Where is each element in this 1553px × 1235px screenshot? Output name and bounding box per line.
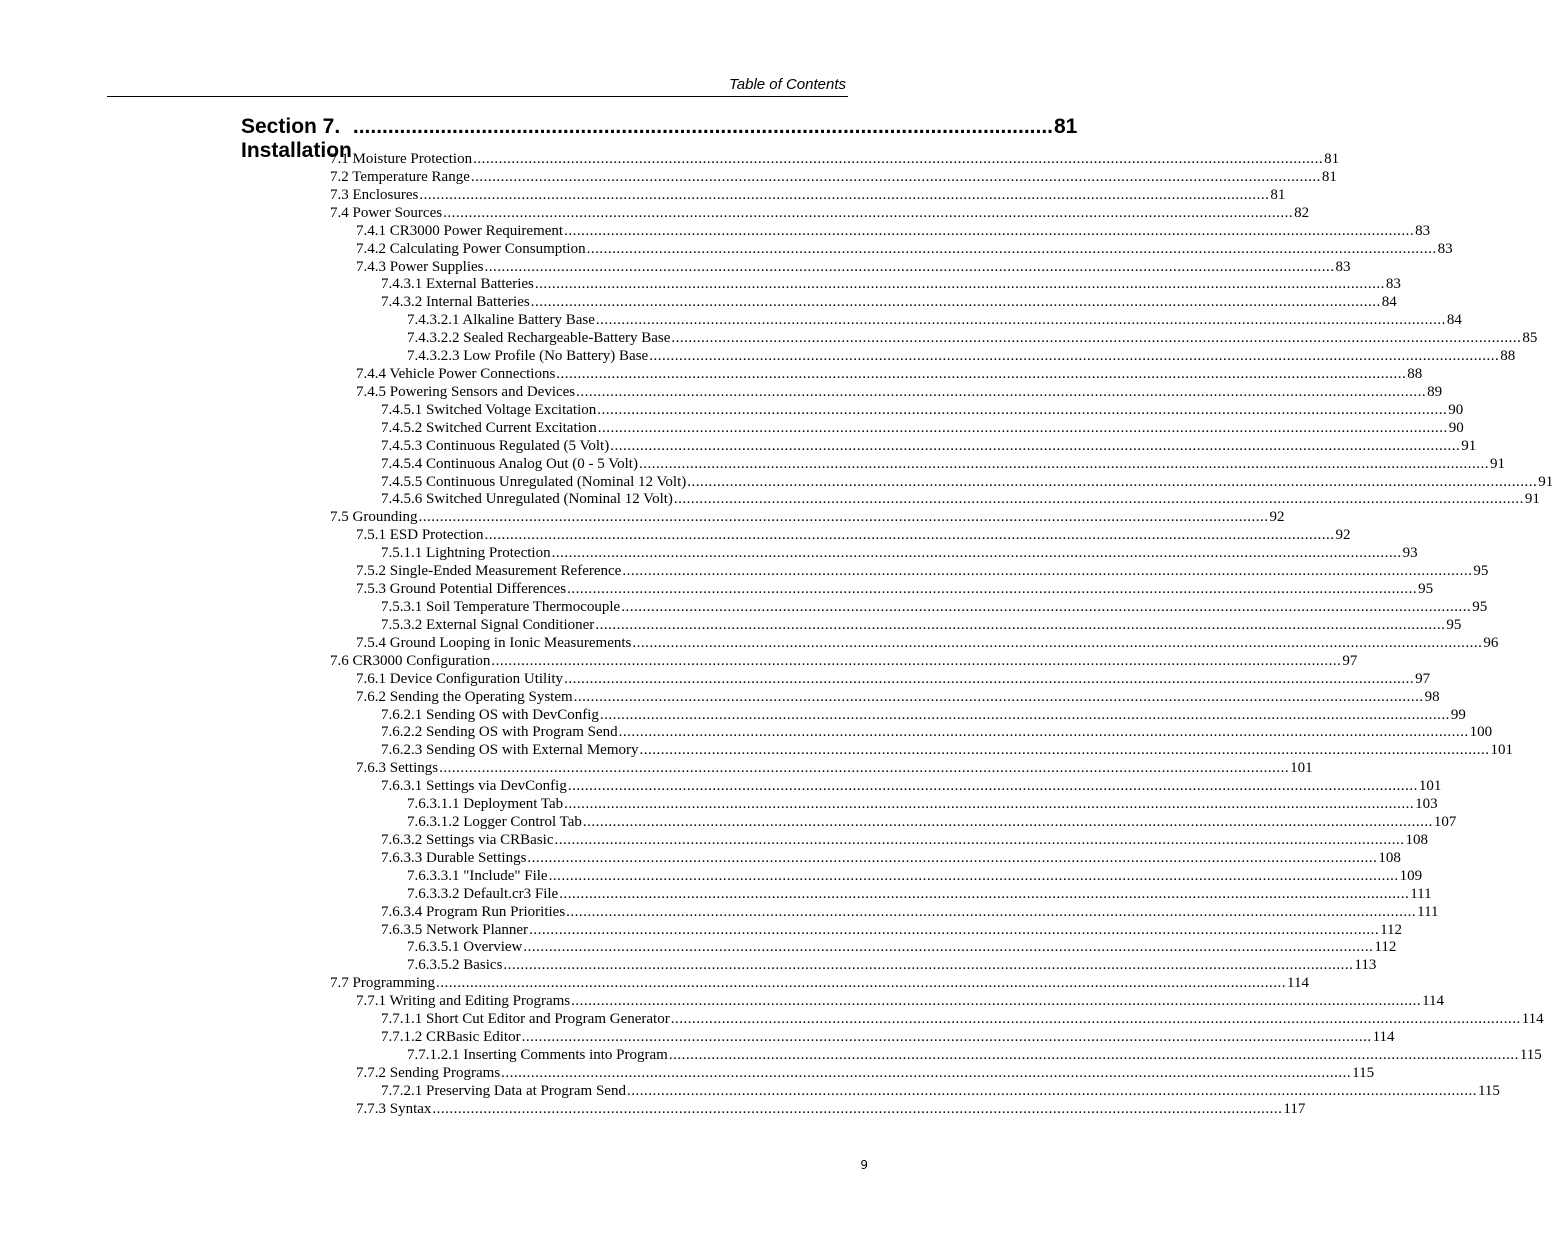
toc-entry-page: 81 — [1324, 151, 1340, 167]
toc-entry-page: 81 — [1270, 186, 1286, 203]
toc-entry-title: 7.5.4 Ground Looping in Ionic Measurements — [356, 634, 632, 651]
toc-entry-page: 83 — [1335, 258, 1351, 275]
toc-entry-title: 7.7.3 Syntax — [356, 1100, 432, 1117]
leader-dots: ........................................................................................................................................................................................................ — [649, 348, 1500, 365]
toc-entry-title: 7.4.3.2.2 Sealed Rechargeable-Battery Base — [407, 330, 671, 347]
toc-entry[interactable] — [381, 544, 1418, 562]
toc-entry-title: 7.4.5.4 Continuous Analog Out (0 - 5 Volt) — [381, 455, 638, 472]
page-number: 9 — [860, 1158, 868, 1172]
toc-entry-page: 95 — [1472, 599, 1488, 615]
toc-entry-page: 114 — [1372, 1029, 1395, 1046]
toc-entry-title: 7.5.1.1 Lightning Protection — [381, 545, 551, 562]
leader-dots: ........................................................................................................................................................................................................ — [599, 706, 1450, 723]
toc-entry[interactable] — [407, 347, 1516, 365]
toc-entry-page: 115 — [1352, 1064, 1375, 1081]
toc-entry-title: 7.6.3.1 Settings via DevConfig — [381, 778, 567, 795]
toc-entry[interactable] — [381, 706, 1466, 724]
toc-entry-page: 99 — [1450, 706, 1466, 723]
leader-dots: ........................................................................................................................................................................................................ — [484, 527, 1335, 544]
toc-entry-title: 7.6.3.3.1 "Include" File — [407, 867, 548, 884]
leader-dots: ........................................................................................................................................................................................................ — [567, 778, 1418, 795]
toc-entry[interactable] — [356, 1064, 1375, 1082]
toc-entry-page: 103 — [1415, 796, 1438, 813]
toc-entry[interactable] — [381, 455, 1505, 473]
leader-dots: ........................................................................................................................................................................................................ — [632, 634, 1483, 651]
toc-entry[interactable] — [330, 150, 1340, 168]
toc-entry-title: 7.6.2.3 Sending OS with External Memory — [381, 742, 639, 759]
toc-entry-page: 91 — [1489, 455, 1505, 472]
toc-entry[interactable] — [407, 938, 1397, 956]
toc-entry-page: 111 — [1410, 885, 1432, 902]
leader-dots: ........................................................................................................................................................................................................ — [618, 724, 1469, 741]
toc-entry[interactable] — [381, 921, 1403, 939]
leader-dots: ........................................................................................................................................................................................................ — [576, 383, 1427, 400]
toc-entry[interactable] — [356, 222, 1431, 240]
toc-entry-page: 90 — [1448, 401, 1464, 418]
toc-entry-page: 93 — [1402, 545, 1418, 562]
leader-dots: ........................................................................................................................................................................................................ — [597, 419, 1448, 436]
leader-dots: ........................................................................................................................................................................................................ — [567, 581, 1418, 598]
leader-dots: ........................................................................................................................................................................................................ — [564, 222, 1415, 239]
toc-entry-title: 7.4.5 Powering Sensors and Devices — [356, 383, 576, 400]
toc-entry-title: 7.6.3.5.1 Overview — [407, 939, 523, 956]
toc-entry[interactable] — [407, 795, 1438, 813]
toc-entry[interactable] — [381, 616, 1462, 634]
toc-entry-page: 91 — [1538, 473, 1553, 490]
leader-dots: ........................................................................................................................................................................................................ — [470, 168, 1321, 185]
toc-entry[interactable] — [356, 1100, 1306, 1118]
toc-entry-page: 100 — [1469, 724, 1493, 741]
leader-dots: ........................................................................................................................................................................................................ — [521, 1029, 1372, 1046]
toc-entry-title: 7.5.1 ESD Protection — [356, 527, 484, 544]
toc-entry-page: 92 — [1335, 527, 1351, 544]
leader-dots: ........................................................................................................................................................................................................ — [484, 258, 1335, 275]
toc-entry[interactable] — [356, 670, 1431, 688]
toc-entry-title: 7.4.3.2.1 Alkaline Battery Base — [407, 312, 595, 329]
leader-dots: ........................................................................................................................................................................................................ — [622, 563, 1473, 580]
toc-entry-page: 88 — [1407, 366, 1423, 383]
toc-entry-page: 114 — [1521, 1011, 1544, 1028]
toc-entry[interactable] — [407, 329, 1538, 347]
toc-entry-title: 7.4.3.1 External Batteries — [381, 276, 534, 293]
toc-entry-page: 112 — [1380, 921, 1403, 938]
toc-entry[interactable] — [381, 1028, 1395, 1046]
toc-entry-title: 7.5.3.2 External Signal Conditioner — [381, 616, 595, 633]
toc-entry-title: 7.6.2.1 Sending OS with DevConfig — [381, 706, 599, 723]
toc-entry-page: 84 — [1446, 312, 1462, 329]
leader-dots: ........................................................................................................................................................................................................ — [566, 903, 1417, 920]
toc-entry[interactable] — [381, 293, 1397, 311]
toc-entry[interactable] — [330, 974, 1309, 992]
leader-dots: ........................................................................................................................................................................................................ — [503, 957, 1354, 974]
toc-entry-page: 109 — [1399, 867, 1423, 884]
leader-dots: ........................................................................................................................ — [352, 115, 1053, 138]
header-divider — [107, 96, 848, 97]
toc-entry-page: 101 — [1290, 760, 1313, 777]
toc-entry[interactable] — [381, 1082, 1500, 1100]
toc-entry[interactable] — [381, 1010, 1544, 1028]
toc-entry-page: 97 — [1415, 670, 1431, 687]
leader-dots: ........................................................................................................................................................................................................ — [554, 831, 1405, 848]
toc-entry[interactable] — [356, 258, 1351, 276]
toc-entry[interactable] — [330, 186, 1286, 204]
toc-entry[interactable] — [381, 419, 1464, 437]
toc-entry-page: 83 — [1385, 276, 1401, 293]
toc-entry-title: 7.2 Temperature Range — [330, 168, 470, 185]
toc-entry-page: 81 — [1321, 168, 1337, 185]
toc-entry-page: 92 — [1269, 509, 1285, 526]
toc-entry[interactable] — [381, 401, 1464, 419]
leader-dots: ........................................................................................................................................................................................................ — [687, 473, 1538, 490]
toc-entry-page: 95 — [1418, 581, 1434, 598]
toc-entry-title: 7.6.3.5.2 Basics — [407, 957, 503, 974]
toc-entry-page: 114 — [1422, 993, 1445, 1010]
toc-entry-page: 115 — [1477, 1082, 1500, 1099]
toc-entry-page: 91 — [1461, 437, 1477, 454]
toc-entry-page: 96 — [1483, 634, 1499, 651]
toc-entry-title: 7.7.1 Writing and Editing Programs — [356, 993, 571, 1010]
toc-entry-title: 7.7.2.1 Preserving Data at Program Send — [381, 1082, 626, 1099]
toc-entry[interactable] — [356, 562, 1489, 580]
toc-entry-page: 114 — [1287, 975, 1309, 992]
leader-dots: ........................................................................................................................................................................................................ — [534, 276, 1385, 293]
leader-dots: ........................................................................................................................................................................................................ — [529, 921, 1380, 938]
toc-entry-page: 117 — [1283, 1100, 1306, 1117]
toc-entry-page: 101 — [1490, 742, 1513, 759]
toc-entry[interactable] — [381, 849, 1401, 867]
toc-entry-page: 83 — [1415, 222, 1431, 239]
toc-entry-title: 7.7.1.2.1 Inserting Comments into Program — [407, 1047, 668, 1063]
toc-entry[interactable] — [356, 992, 1445, 1010]
toc-entry-title: 7.3 Enclosures — [330, 186, 419, 203]
toc-entry[interactable] — [356, 383, 1443, 401]
toc-entry[interactable] — [381, 831, 1428, 849]
leader-dots: ........................................................................................................................................................................................................ — [501, 1064, 1352, 1081]
toc-entry-page: 95 — [1446, 616, 1462, 633]
leader-dots: ........................................................................................................................................................................................................ — [523, 939, 1374, 956]
toc-entry[interactable] — [381, 777, 1442, 795]
toc-entry-title: 7.7.2 Sending Programs — [356, 1064, 501, 1081]
leader-dots: ........................................................................................................................................................................................................ — [626, 1082, 1477, 1099]
toc-entry-title: 7.4.5.6 Switched Unregulated (Nominal 12 Volt) — [381, 491, 673, 508]
toc-entry-page: 101 — [1418, 778, 1442, 795]
toc-entry-page: 89 — [1427, 383, 1443, 400]
toc-entry-title: 7.6.3.5 Network Planner — [381, 921, 529, 938]
toc-entry-title: 7.6.2 Sending the Operating System — [356, 688, 573, 705]
leader-dots: ........................................................................................................................................................................................................ — [571, 993, 1422, 1010]
toc-entry-title: 7.4.5.5 Continuous Unregulated (Nominal 12 Volt) — [381, 473, 687, 490]
toc-entry-title: 7.5.2 Single-Ended Measurement Reference — [356, 563, 622, 580]
toc-entry-title: 7.4.2 Calculating Power Consumption — [356, 240, 586, 257]
leader-dots: ........................................................................................................................................................................................................ — [597, 401, 1448, 418]
leader-dots: ........................................................................................................................................................................................................ — [610, 437, 1461, 454]
toc-entry-title: 7.6 CR3000 Configuration — [330, 652, 491, 669]
toc-entry[interactable] — [381, 723, 1493, 741]
toc-entry-page: 113 — [1354, 957, 1377, 974]
leader-dots: ........................................................................................................................................................................................................ — [551, 545, 1402, 562]
toc-entry-page: 115 — [1519, 1047, 1542, 1063]
toc-entry-page: 88 — [1500, 348, 1516, 365]
toc-entry-page: 111 — [1417, 903, 1439, 920]
leader-dots: ........................................................................................................................................................................................................ — [439, 760, 1290, 777]
leader-dots: ........................................................................................................................................................................................................ — [419, 186, 1270, 203]
toc-entry[interactable] — [356, 240, 1453, 258]
toc-entry[interactable] — [407, 885, 1432, 903]
toc-entry-title: 7.6.3 Settings — [356, 760, 439, 777]
toc-entry-title: 7.1 Moisture Protection — [330, 151, 473, 167]
leader-dots: ........................................................................................................................................................................................................ — [418, 509, 1269, 526]
leader-dots: ........................................................................................................................................................................................................ — [582, 814, 1433, 831]
toc-entry[interactable] — [381, 903, 1439, 921]
toc-entry[interactable] — [356, 688, 1440, 706]
toc-entry[interactable] — [381, 473, 1553, 491]
leader-dots: ........................................................................................................................................................................................................ — [443, 204, 1294, 221]
toc-entry[interactable] — [381, 275, 1401, 293]
toc-entry-title: 7.5.3 Ground Potential Differences — [356, 581, 567, 598]
toc-entry-title: 7.6.3.4 Program Run Priorities — [381, 903, 566, 920]
leader-dots: ........................................................................................................................................................................................................ — [527, 849, 1378, 866]
toc-entry[interactable] — [381, 741, 1513, 759]
toc-entry-page: 95 — [1473, 563, 1489, 580]
leader-dots: ........................................................................................................................................................................................................ — [530, 294, 1381, 311]
toc-entry-title: 7.4 Power Sources — [330, 204, 443, 221]
toc-entry-title: 7.5 Grounding — [330, 509, 418, 526]
toc-entry-title: 7.6.3.3 Durable Settings — [381, 849, 527, 866]
leader-dots: ........................................................................................................................................................................................................ — [491, 652, 1342, 669]
leader-dots: ........................................................................................................................................................................................................ — [671, 330, 1522, 347]
leader-dots: ........................................................................................................................................................................................................ — [473, 151, 1324, 167]
toc-entry[interactable] — [356, 580, 1434, 598]
toc-entry-page: 82 — [1294, 204, 1310, 221]
toc-entry[interactable] — [330, 168, 1337, 186]
toc-entry-title: 7.6.3.1.1 Deployment Tab — [407, 796, 564, 813]
leader-dots: ........................................................................................................................................................................................................ — [621, 599, 1472, 615]
toc-entry[interactable] — [356, 526, 1351, 544]
toc-entry-page: 98 — [1424, 688, 1440, 705]
toc-entry-title: 7.4.1 CR3000 Power Requirement — [356, 222, 564, 239]
toc-entry-title: 7.5.3.1 Soil Temperature Thermocouple — [381, 599, 621, 615]
toc-entry-title: 7.4.3.2 Internal Batteries — [381, 294, 530, 311]
toc-entry[interactable] — [356, 759, 1313, 777]
toc-entry[interactable] — [356, 365, 1423, 383]
toc-entry-page: 97 — [1342, 652, 1358, 669]
toc-entry-page: 91 — [1524, 491, 1540, 508]
leader-dots: ........................................................................................................................................................................................................ — [432, 1100, 1283, 1117]
toc-entry-page: 85 — [1522, 330, 1538, 347]
toc-entry[interactable] — [407, 867, 1423, 885]
leader-dots: ........................................................................................................................................................................................................ — [564, 796, 1415, 813]
leader-dots: ........................................................................................................................................................................................................ — [595, 312, 1446, 329]
toc-entry[interactable] — [356, 634, 1499, 652]
toc-entry-title: 7.6.3.3.2 Default.cr3 File — [407, 885, 559, 902]
toc-entry-page: 107 — [1433, 814, 1457, 831]
toc-entry-title: 7.4.3 Power Supplies — [356, 258, 484, 275]
toc-entry-title: 7.6.3.2 Settings via CRBasic — [381, 831, 554, 848]
toc-entry-title: 7.7.1.1 Short Cut Editor and Program Generator — [381, 1011, 670, 1028]
toc-entry-page: 108 — [1405, 831, 1428, 848]
toc-entry[interactable] — [407, 956, 1377, 974]
leader-dots: ........................................................................................................................................................................................................ — [673, 491, 1524, 508]
section-title: Section 7. Installation — [241, 115, 352, 162]
leader-dots: ........................................................................................................................................................................................................ — [573, 688, 1424, 705]
leader-dots: ........................................................................................................................................................................................................ — [556, 366, 1407, 383]
toc-entry[interactable] — [330, 652, 1358, 670]
leader-dots: ........................................................................................................................................................................................................ — [668, 1047, 1519, 1063]
toc-entry-title: 7.4.4 Vehicle Power Connections — [356, 366, 556, 383]
leader-dots: ........................................................................................................................................................................................................ — [548, 867, 1399, 884]
toc-entry-title: 7.4.5.2 Switched Current Excitation — [381, 419, 597, 436]
toc-entry[interactable] — [407, 813, 1457, 831]
toc-entry[interactable] — [381, 437, 1477, 455]
toc-entry-title: 7.6.3.1.2 Logger Control Tab — [407, 814, 582, 831]
toc-entry[interactable] — [381, 490, 1540, 508]
toc-entry-title: 7.6.2.2 Sending OS with Program Send — [381, 724, 618, 741]
leader-dots: ........................................................................................................................................................................................................ — [586, 240, 1437, 257]
toc-entry-page: 112 — [1374, 939, 1397, 956]
leader-dots: ........................................................................................................................................................................................................ — [436, 975, 1286, 992]
toc-entry-title: 7.7 Programming — [330, 975, 435, 992]
section-page: 81 — [1054, 115, 1078, 138]
leader-dots: ........................................................................................................................................................................................................ — [564, 670, 1415, 687]
toc-entry-page: 83 — [1437, 240, 1453, 257]
toc-entry[interactable] — [330, 204, 1310, 222]
leader-dots: ........................................................................................................................................................................................................ — [639, 742, 1490, 759]
toc-entry-page: 108 — [1378, 849, 1401, 866]
running-header: Table of Contents — [728, 76, 846, 93]
toc-entry[interactable] — [407, 311, 1462, 329]
leader-dots: ........................................................................................................................................................................................................ — [595, 616, 1446, 633]
toc-entry[interactable] — [381, 598, 1488, 616]
toc-entry-title: 7.4.3.2.3 Low Profile (No Battery) Base — [407, 348, 649, 365]
toc-entry-page: 84 — [1381, 294, 1397, 311]
leader-dots: ........................................................................................................................................................................................................ — [670, 1011, 1521, 1028]
leader-dots: ........................................................................................................................................................................................................ — [638, 455, 1489, 472]
toc-entry-page: 90 — [1448, 419, 1464, 436]
toc-entry[interactable] — [407, 1046, 1542, 1064]
toc-entry-title: 7.6.1 Device Configuration Utility — [356, 670, 564, 687]
leader-dots: ........................................................................................................................................................................................................ — [559, 885, 1410, 902]
toc-entry[interactable] — [330, 508, 1285, 526]
toc-entry-title: 7.4.5.1 Switched Voltage Excitation — [381, 401, 597, 418]
toc-entry-title: 7.7.1.2 CRBasic Editor — [381, 1029, 521, 1046]
toc-entry-title: 7.4.5.3 Continuous Regulated (5 Volt) — [381, 437, 610, 454]
